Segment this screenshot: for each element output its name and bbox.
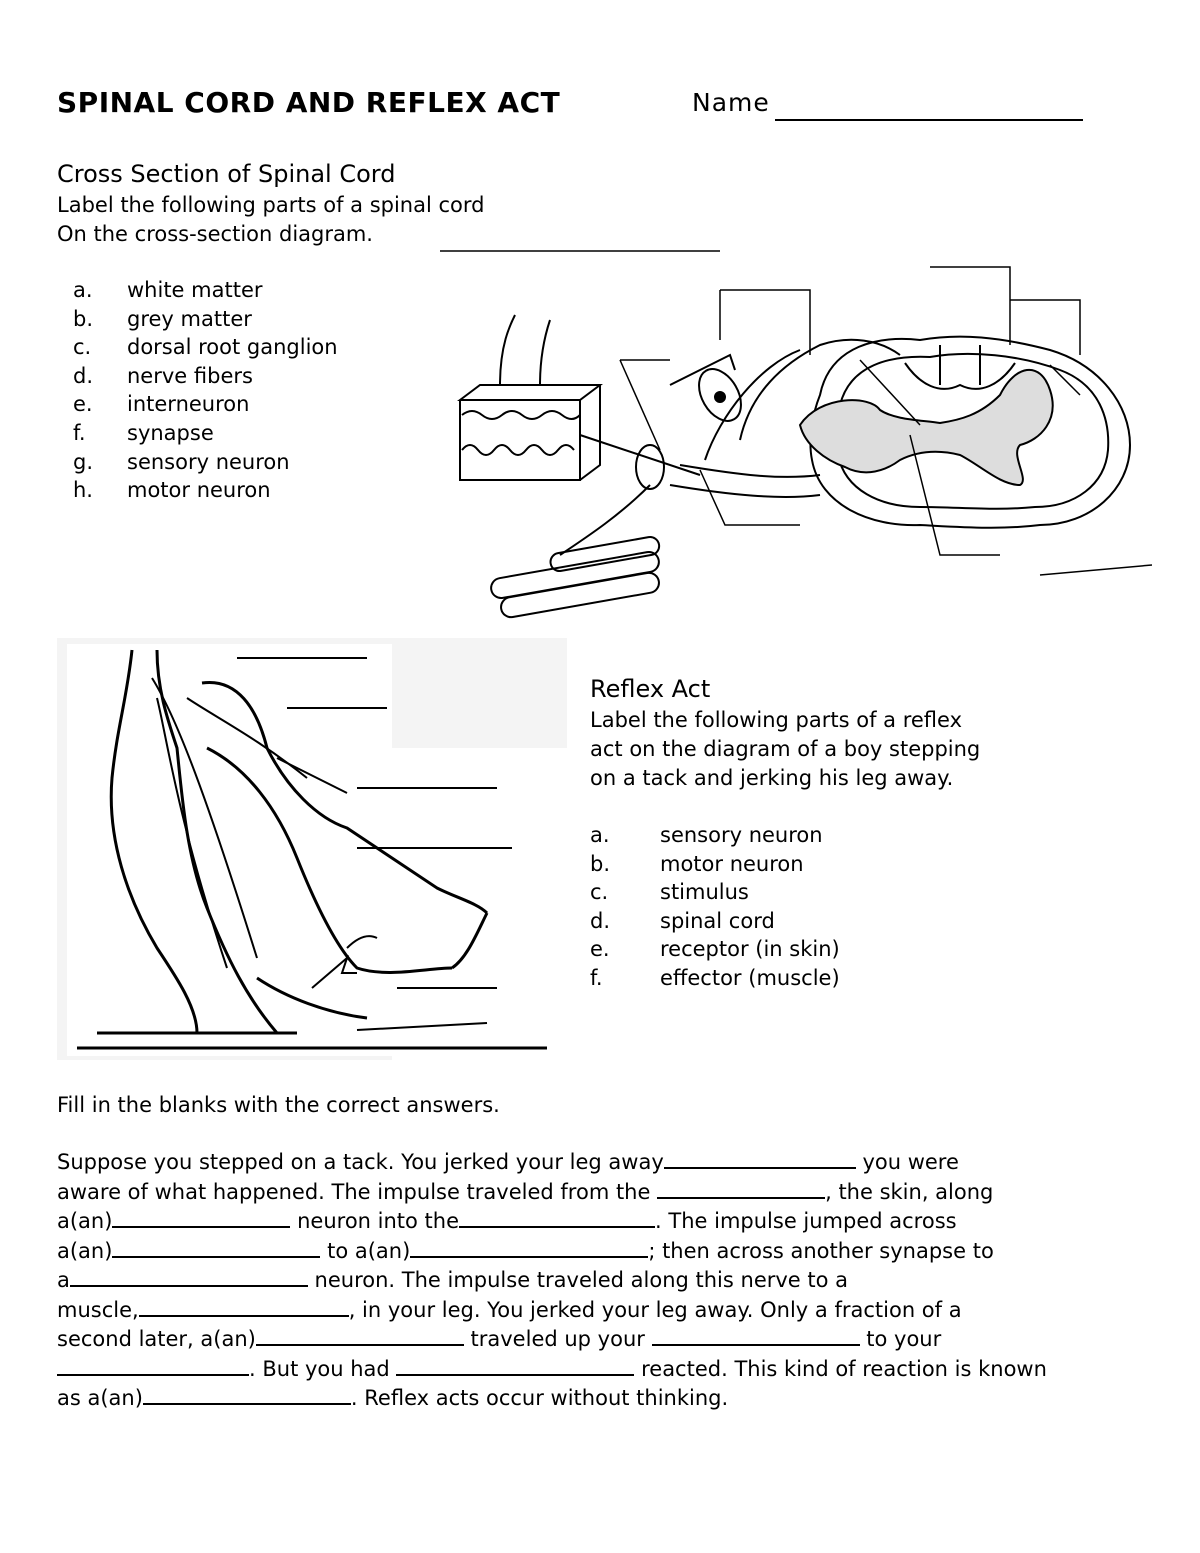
item-text: receptor (in skin) — [660, 937, 840, 962]
fill-in-line — [57, 1383, 1157, 1413]
fill-text: you were — [855, 1150, 959, 1174]
fill-text: aware of what happened. The impulse traveled from the — [57, 1179, 658, 1204]
list-item — [73, 448, 338, 477]
fill-text: a(an) — [57, 1238, 113, 1263]
item-text: interneuron — [127, 392, 250, 417]
answer-blank[interactable] — [256, 1324, 464, 1346]
fill-text: . But you had — [249, 1356, 397, 1381]
fill-text: to a(an) — [320, 1238, 411, 1263]
item-text: synapse — [127, 420, 214, 445]
item-text: effector (muscle) — [660, 965, 840, 990]
item-letter: c. — [73, 335, 92, 360]
item-text: motor neuron — [127, 478, 271, 503]
cross-section-list — [73, 276, 338, 505]
fill-text: . Reflex acts occur without thinking. — [350, 1386, 729, 1410]
item-letter: b. — [73, 306, 94, 331]
item-text: stimulus — [660, 880, 749, 905]
list-item — [590, 935, 840, 964]
list-item — [73, 305, 338, 334]
list-item — [590, 907, 840, 936]
grey-matter — [800, 370, 1053, 485]
answer-blank[interactable] — [112, 1236, 320, 1258]
item-letter: d. — [73, 363, 94, 388]
list-item — [73, 390, 338, 419]
fill-text: a(an) — [57, 1209, 113, 1233]
item-text: sensory neuron — [127, 449, 290, 474]
answer-blank[interactable] — [70, 1265, 308, 1287]
fill-text: reacted. This kind of reaction is known — [634, 1356, 1047, 1381]
fill-text: second later, a(an) — [57, 1327, 256, 1351]
fill-text: traveled up your — [463, 1327, 652, 1351]
item-letter: b. — [590, 851, 611, 876]
item-text: white matter — [127, 278, 263, 302]
reflex-instruction-2: act on the diagram of a boy stepping — [590, 737, 981, 761]
answer-blank[interactable] — [657, 1177, 825, 1199]
name-label: Name — [692, 88, 770, 117]
fill-text: a — [57, 1268, 70, 1292]
item-letter: g. — [73, 449, 94, 474]
list-item — [73, 362, 338, 391]
fill-in-line — [57, 1206, 1157, 1236]
fill-text: neuron into the — [290, 1209, 460, 1233]
item-letter: f. — [73, 420, 86, 445]
item-letter: d. — [590, 908, 611, 933]
fill-in-line — [57, 1236, 1157, 1266]
name-blank[interactable] — [775, 119, 1083, 121]
answer-blank[interactable] — [459, 1206, 655, 1228]
item-letter: e. — [590, 937, 610, 962]
answer-blank[interactable] — [396, 1354, 634, 1376]
fill-in-paragraph — [57, 1147, 1157, 1413]
spinal-cord-diagram — [440, 245, 1152, 623]
item-text: spinal cord — [660, 908, 775, 933]
answer-blank[interactable] — [410, 1236, 648, 1258]
fill-text: ; then across another synapse to — [648, 1238, 994, 1263]
fill-text: Suppose you stepped on a tack. You jerked your leg away — [57, 1150, 664, 1174]
item-text: dorsal root ganglion — [127, 335, 338, 360]
answer-blank[interactable] — [57, 1354, 249, 1376]
answer-blank[interactable] — [652, 1324, 860, 1346]
reflex-instruction-3: on a tack and jerking his leg away. — [590, 766, 954, 790]
fill-text: , in your leg. You jerked your leg away. Only a fraction of a — [348, 1297, 962, 1322]
reflex-list — [590, 821, 840, 993]
cross-section-heading: Cross Section of Spinal Cord — [57, 160, 396, 188]
item-letter: c. — [590, 880, 609, 905]
fill-text: muscle, — [57, 1297, 139, 1322]
fill-in-line — [57, 1177, 1157, 1207]
fill-in-line — [57, 1265, 1157, 1295]
item-text: motor neuron — [660, 851, 804, 876]
reflex-heading: Reflex Act — [590, 675, 711, 703]
item-letter: h. — [73, 478, 93, 503]
skin-block-illustration — [460, 315, 700, 480]
list-item — [73, 276, 338, 305]
reflex-instruction-1: Label the following parts of a reflex — [590, 708, 962, 732]
fill-text: as a(an) — [57, 1386, 143, 1410]
fill-text: . The impulse jumped across — [655, 1209, 957, 1233]
list-item — [590, 878, 840, 907]
fill-in-line — [57, 1295, 1157, 1325]
fill-in-line — [57, 1147, 1157, 1177]
fill-text: , the skin, along — [825, 1179, 994, 1204]
answer-blank[interactable] — [143, 1383, 351, 1405]
item-text: grey matter — [127, 306, 252, 331]
item-letter: f. — [590, 965, 603, 990]
list-item — [590, 964, 840, 993]
reflex-leg-diagram — [57, 638, 567, 1060]
item-letter: e. — [73, 392, 93, 417]
item-letter: a. — [73, 278, 93, 302]
item-text: sensory neuron — [660, 823, 823, 847]
item-letter: a. — [590, 823, 610, 847]
list-item — [590, 850, 840, 879]
answer-blank[interactable] — [664, 1147, 856, 1169]
list-item — [73, 419, 338, 448]
fill-in-line — [57, 1354, 1157, 1384]
cross-section-instruction-2: On the cross-section diagram. — [57, 222, 373, 246]
cross-section-instruction-1: Label the following parts of a spinal cord — [57, 193, 485, 217]
list-item — [590, 821, 840, 850]
fill-in-line — [57, 1324, 1157, 1354]
list-item — [73, 476, 338, 505]
answer-blank[interactable] — [139, 1295, 349, 1317]
fill-text: to your — [859, 1327, 942, 1351]
fill-in-instruction: Fill in the blanks with the correct answers. — [57, 1093, 500, 1117]
list-item — [73, 333, 338, 362]
answer-blank[interactable] — [112, 1206, 290, 1228]
muscle-bundle — [490, 536, 661, 619]
page-title: SPINAL CORD AND REFLEX ACT — [57, 86, 561, 119]
fill-text: neuron. The impulse traveled along this nerve to a — [307, 1268, 849, 1292]
item-text: nerve fibers — [127, 363, 253, 388]
